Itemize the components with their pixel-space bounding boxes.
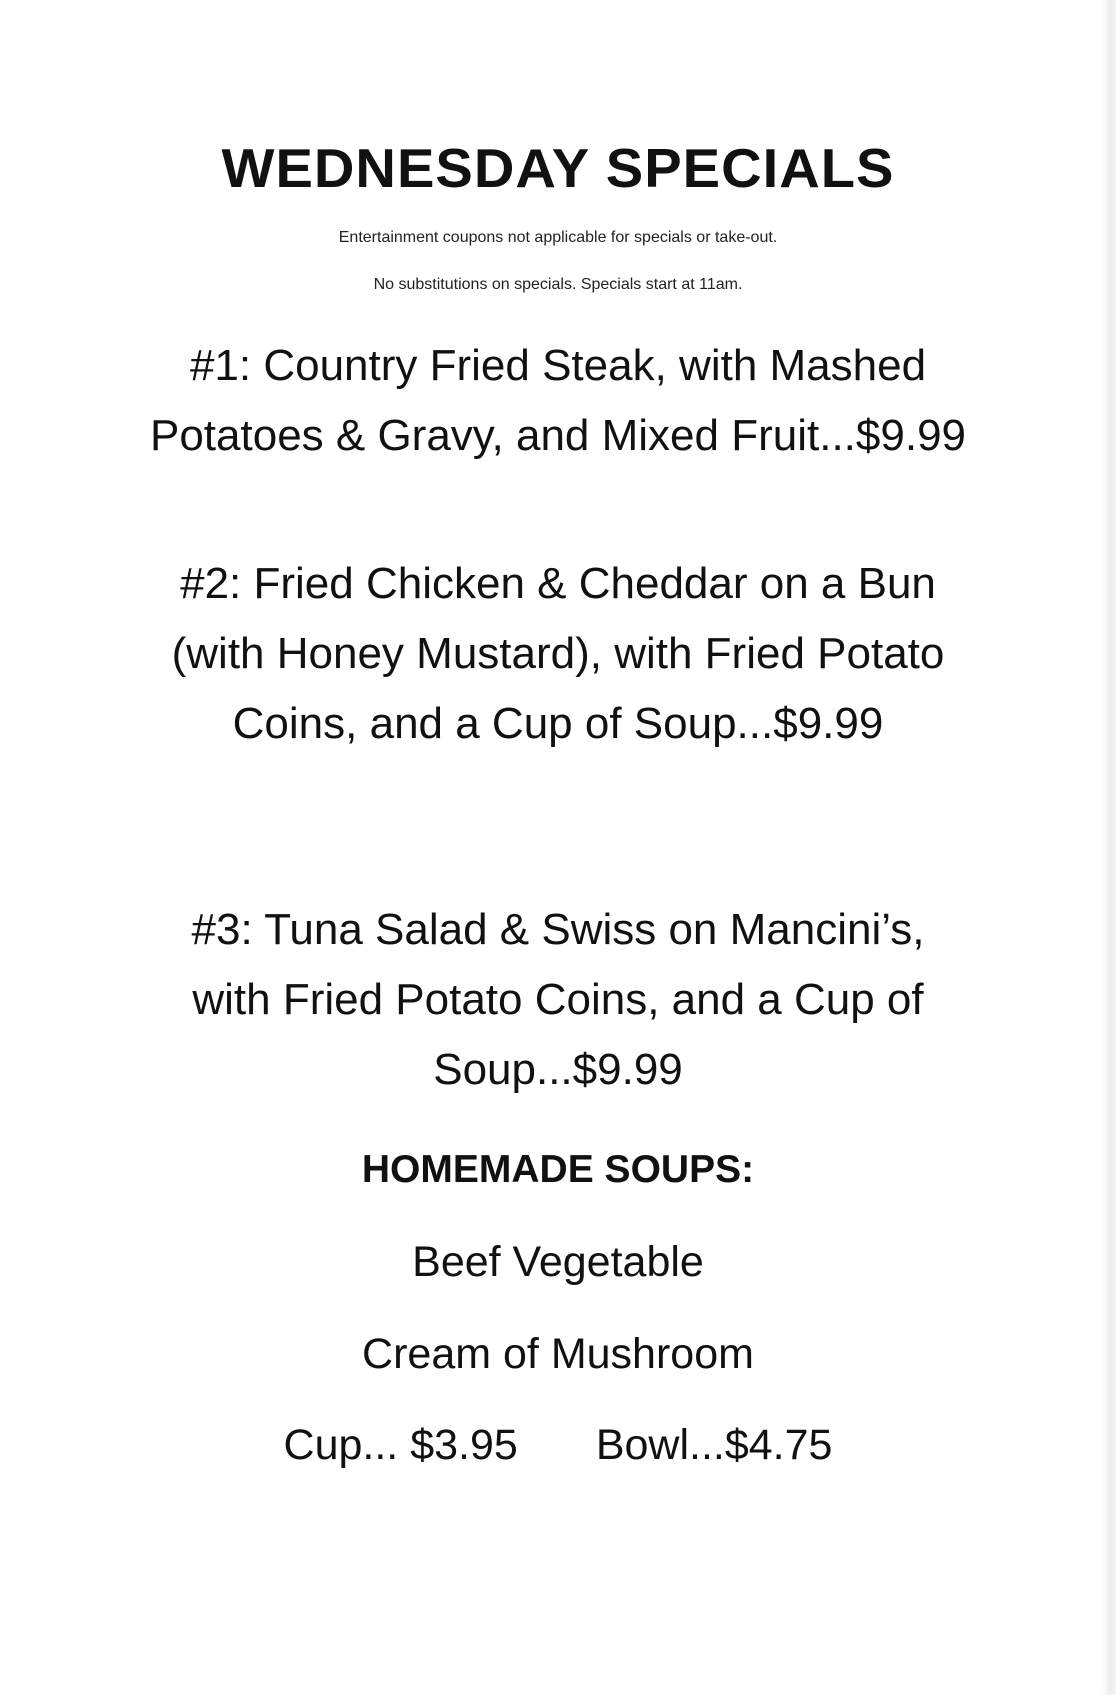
special-line: with Fried Potato Coins, and a Cup of xyxy=(192,975,924,1024)
special-line: #1: Country Fried Steak, with Mashed xyxy=(189,341,927,390)
soups-heading: HOMEMADE SOUPS: xyxy=(361,1148,755,1191)
special-line: Potatoes & Gravy, and Mixed Fruit...$9.99 xyxy=(149,411,967,460)
special-line: Soup...$9.99 xyxy=(433,1045,683,1094)
cup-price: Cup... $3.95 xyxy=(283,1421,518,1469)
soup-item: Beef Vegetable xyxy=(412,1238,704,1286)
soup-item: Cream of Mushroom xyxy=(362,1330,754,1378)
special-line: Coins, and a Cup of Soup...$9.99 xyxy=(232,699,884,748)
soup-prices xyxy=(0,1417,1116,1473)
special-3 xyxy=(0,895,1116,1105)
special-1 xyxy=(0,331,1116,471)
special-2 xyxy=(0,549,1116,759)
special-line: #3: Tuna Salad & Swiss on Mancini’s, xyxy=(191,905,925,954)
coupon-note: Entertainment coupons not applicable for specials or take-out. xyxy=(338,229,778,246)
special-line: (with Honey Mustard), with Fried Potato xyxy=(171,629,945,678)
bowl-price: Bowl...$4.75 xyxy=(595,1421,833,1469)
special-line: #2: Fried Chicken & Cheddar on a Bun xyxy=(180,559,936,608)
page-title: WEDNESDAY SPECIALS xyxy=(221,137,895,199)
substitution-note: No substitutions on specials. Specials start at 11am. xyxy=(373,276,743,293)
